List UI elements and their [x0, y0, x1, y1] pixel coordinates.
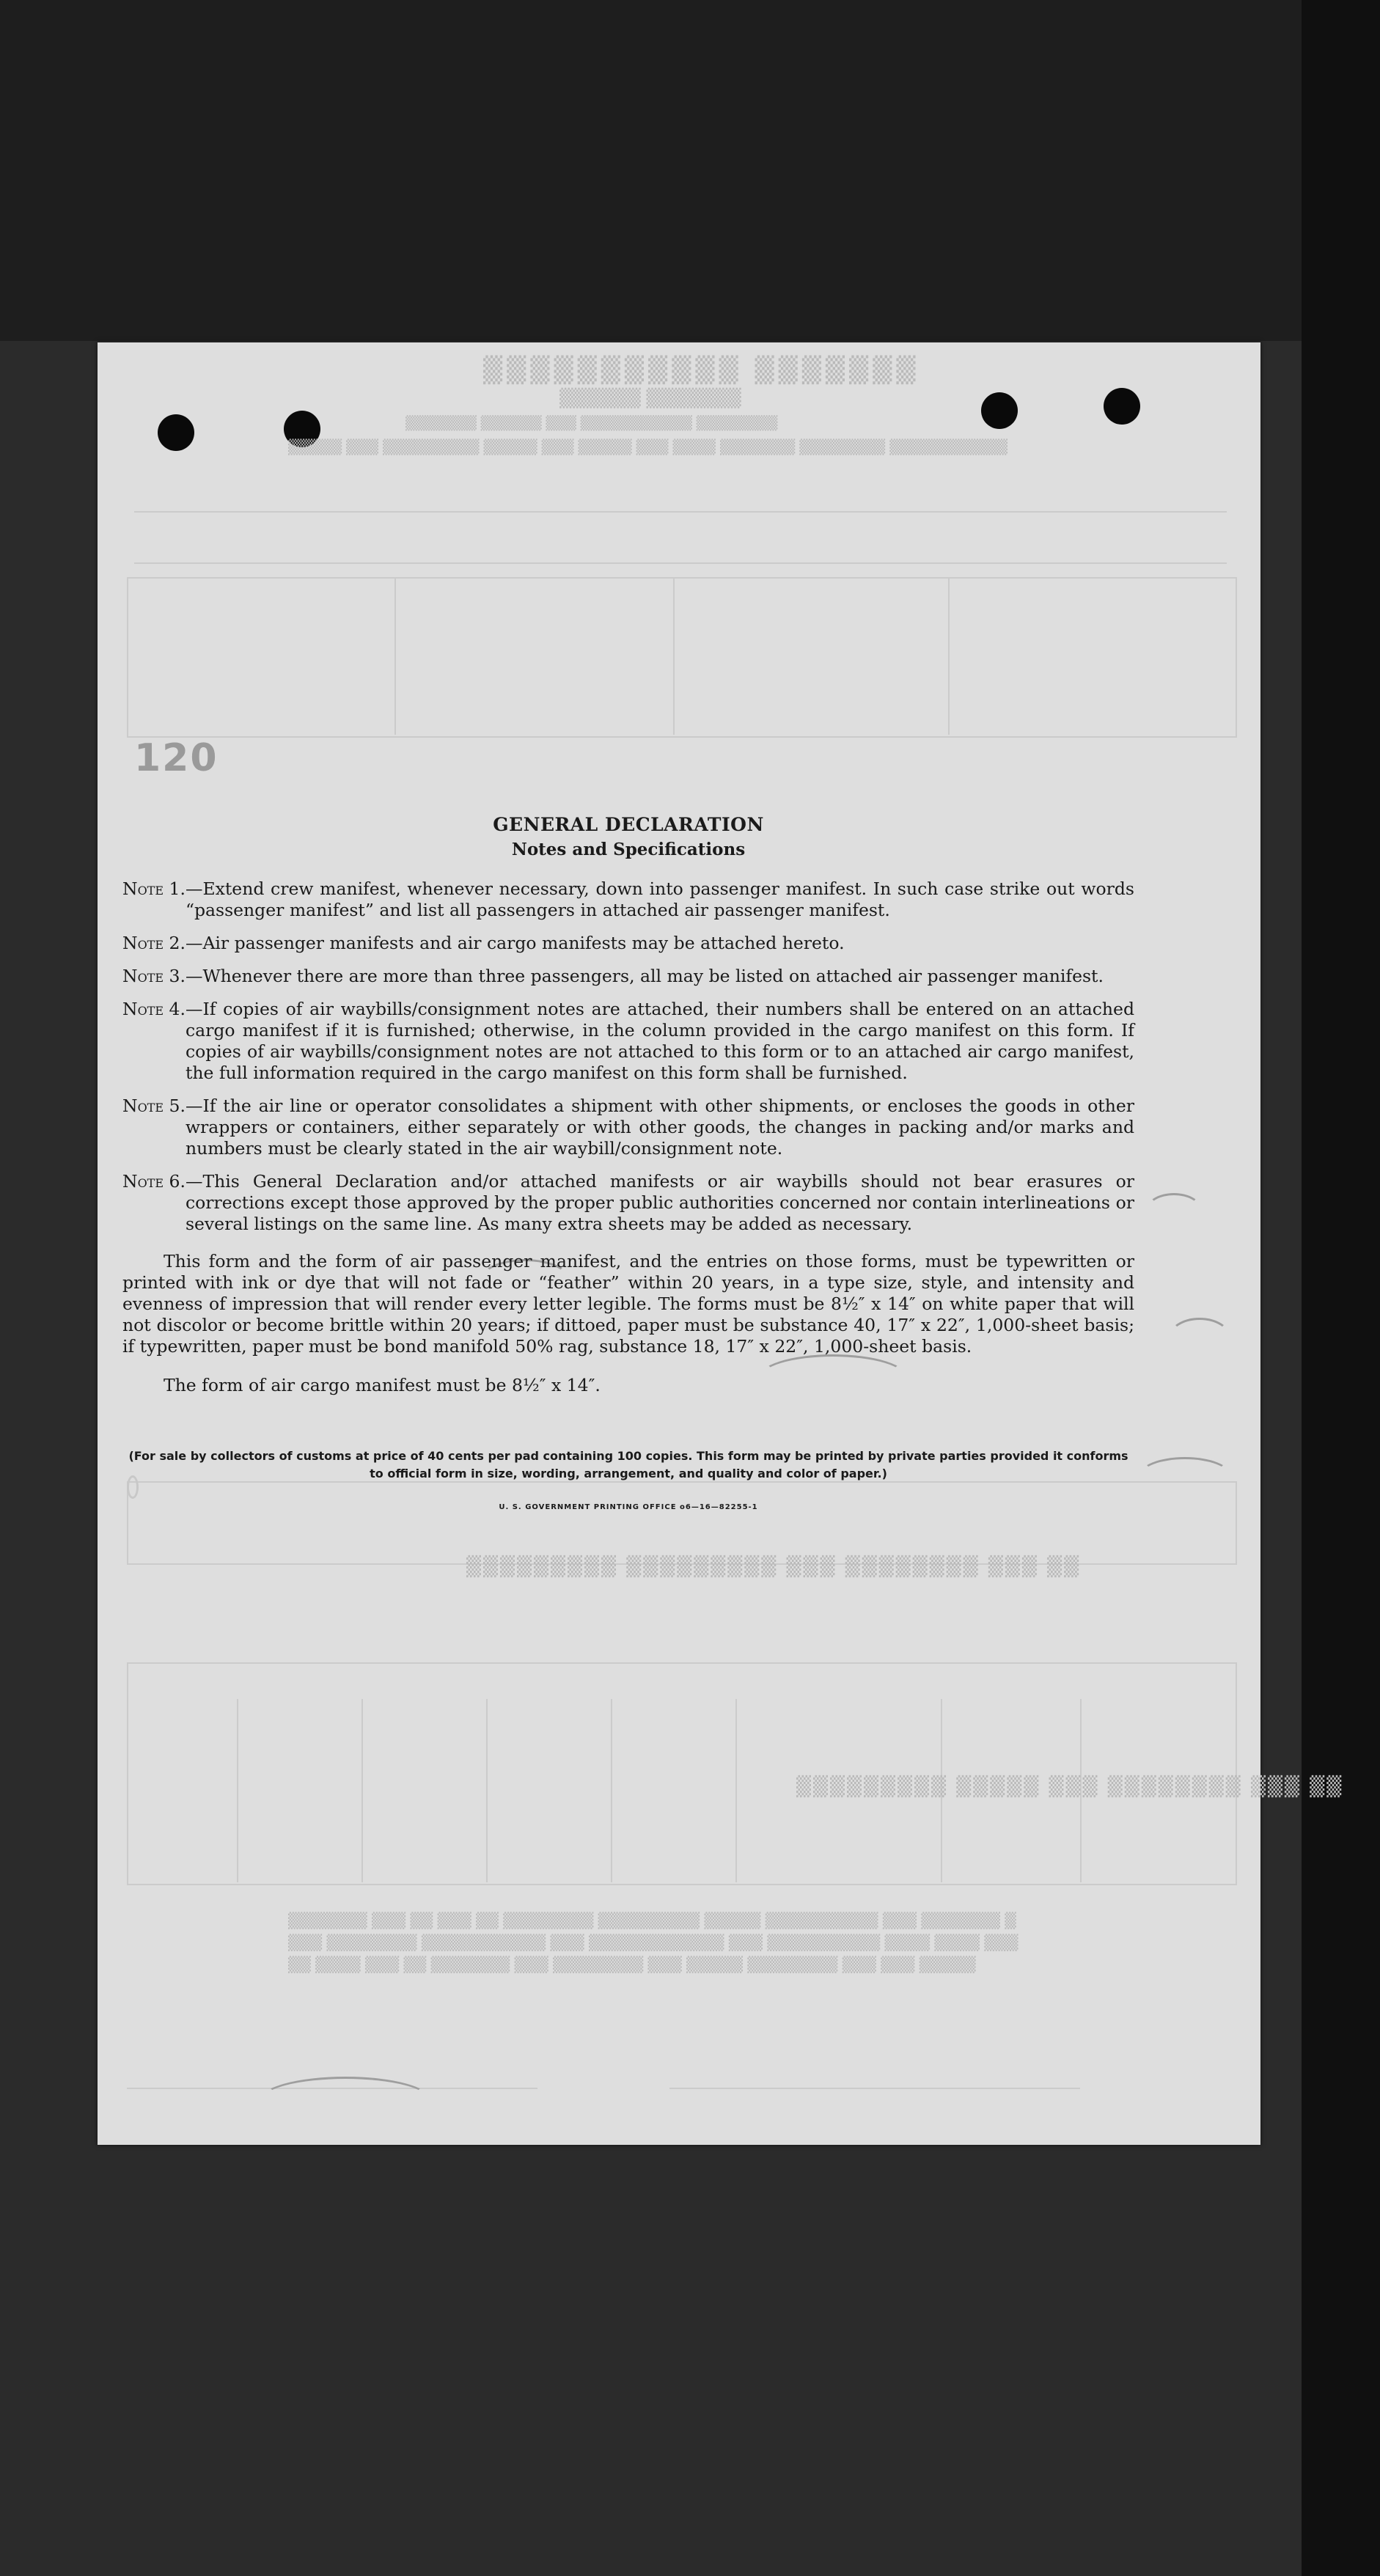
sale-notice: (For sale by collectors of customs at price of 40 cents per pad containing 100 copies. This form may be printed by private parties provided it conforms to official form in size, wording, arrangement, and quality and color of paper.) — [128, 1448, 1128, 1480]
signature-scrawl — [259, 2077, 432, 2125]
show-through-rule — [735, 1699, 737, 1882]
show-through-airline: ▒▒▒▒▒▒▒▒▒▒▒ ▒▒▒▒▒▒▒▒ ▒▒▒▒▒▒▒ ▒▒▒▒ ▒▒▒ ▒▒▒▒▒ ▒▒▒ ▒▒▒▒▒ ▒▒▒▒▒▒▒▒▒ ▒▒▒ ▒▒▒▒▒ — [288, 439, 1008, 455]
show-through-cargo-box — [127, 1662, 1237, 1885]
note-label: Note 1. — [122, 878, 186, 899]
declaration-subtitle: Notes and Specifications — [511, 840, 746, 859]
printing-office-line: U. S. GOVERNMENT PRINTING OFFICE o6—16—82255-1 — [499, 1502, 758, 1511]
form-specification-paragraph: This form and the form of air passenger manifest, and the entries on those forms, must be typewritten or printed with ink or dye that will not fade or “feather” within 20 years, in a type size, style, and intensity and evenness of impression that will render every letter legible. The forms must be 8½″ x 14″ on white paper that will not discolor or become brittle within 20 years; if dittoed, paper must be substance 40, 17″ x 22″, 1,000-sheet basis; if typewritten, paper must be bond manifold 50% rag, substance 18, 17″ x 22″, 1,000-sheet basis. — [122, 1251, 1134, 1357]
declaration-title: GENERAL DECLARATION — [493, 814, 764, 835]
note-label: Note 5. — [122, 1096, 186, 1116]
show-through-declaration: ▒▒▒▒▒ ▒▒▒ ▒▒▒ ▒▒▒▒▒▒▒▒ ▒▒▒▒▒ ▒▒▒ ▒▒▒▒▒▒▒▒ ▒▒▒ ▒▒▒▒▒▒▒ ▒▒ ▒▒▒ ▒▒▒▒ ▒▒ — [288, 1956, 976, 1973]
show-through-passenger-heading: ▒▒ ▒▒▒ ▒▒▒▒▒▒▒▒ ▒▒▒ ▒▒▒▒▒▒▒▒▒ ▒▒▒▒▒▒▒▒▒ — [464, 1556, 1079, 1578]
handwriting-mark — [1139, 1457, 1231, 1494]
show-through-declaration: ▒▒▒ ▒▒▒▒ ▒▒▒▒ ▒▒▒▒▒▒▒▒▒▒ ▒▒▒ ▒▒▒▒▒▒▒▒▒▒▒▒ ▒▒▒ ▒▒▒▒▒▒▒▒▒▒▒ ▒▒▒▒▒▒▒▒ ▒▒▒ — [288, 1934, 1019, 1951]
show-through-line: ▒▒▒▒▒▒▒▒ ▒▒▒▒▒▒▒▒▒▒▒ ▒▒▒ ▒▒▒▒▒▒ ▒▒▒▒▒▒▒ — [405, 416, 778, 431]
show-through-rule — [394, 577, 396, 735]
note-2 — [122, 933, 1134, 954]
punch-hole-1 — [158, 414, 194, 451]
note-text: —If the air line or operator consolidates a shipment with other shipments, or encloses the goods in other wrappers or containers, either separately or with other goods, the changes in packing and/or marks and numbers must be clearly stated in the air waybill/consignment note. — [185, 1096, 1134, 1159]
cargo-manifest-size: The form of air cargo manifest must be 8½″ x 14″. — [164, 1374, 601, 1395]
film-top-margin — [0, 0, 1380, 341]
show-through-rule — [486, 1699, 488, 1882]
show-through-rule — [611, 1699, 612, 1882]
show-through-cargo-heading: ▒▒ ▒▒▒ ▒▒▒▒▒▒▒▒ ▒▒▒ ▒▒▒▒▒ ▒▒▒▒▒▒▒▒▒ — [794, 1776, 1342, 1798]
note-5 — [122, 1096, 1134, 1159]
note-text: —Air passenger manifests and air cargo manifests may be attached hereto. — [185, 933, 845, 953]
punch-hole-4 — [1104, 388, 1140, 425]
punch-hole-3 — [981, 392, 1018, 429]
note-text: —Whenever there are more than three passengers, all may be listed on attached air passenger manifest. — [185, 966, 1104, 986]
note-text: —Extend crew manifest, whenever necessary, down into passenger manifest. In such case strike out words “passenger manifest” and list all passengers in attached air passenger manifest. — [185, 878, 1134, 920]
show-through-rule — [673, 577, 675, 735]
page-number-stamp: 120 — [134, 736, 219, 780]
general-declaration-notes — [122, 814, 1134, 1519]
show-through-rule — [361, 1699, 363, 1882]
show-through-rule — [134, 511, 1227, 513]
note-6 — [122, 1171, 1134, 1235]
note-label: Note 3. — [122, 966, 186, 986]
note-label: Note 2. — [122, 933, 186, 953]
note-text: —This General Declaration and/or attached manifests or air waybills should not bear erasures or corrections except those approved by the proper public authorities concerned nor contain interlineations or several listings on the same line. As many extra sheets may be added as necessary. — [185, 1171, 1134, 1234]
film-edge — [1302, 0, 1380, 2576]
show-through-itinerary-box — [127, 577, 1237, 738]
note-1 — [122, 878, 1134, 921]
show-through-declaration: ▒ ▒▒▒▒▒▒▒ ▒▒▒ ▒▒▒▒▒▒▒▒▒▒ ▒▒▒▒▒ ▒▒▒▒▒▒▒▒▒ ▒▒▒▒▒▒▒▒ ▒▒ ▒▒▒ ▒▒ ▒▒▒ ▒▒▒▒▒▒▒ — [288, 1912, 1016, 1929]
note-label: Note 6. — [122, 1171, 186, 1192]
note-4 — [122, 999, 1134, 1084]
show-through-rule — [134, 562, 1227, 564]
handwriting-mark — [1146, 1193, 1202, 1227]
note-text: —If copies of air waybills/consignment notes are attached, their numbers shall be entered on an attached cargo manifest if it is furnished; otherwise, in the column provided in the cargo manifest on this form. If copies of air waybills/consignment notes are not attached to this form or to an attached air cargo manifest, the full information required in the cargo manifest on this form shall be furnished. — [185, 999, 1134, 1083]
show-through-subheader: ▒▒▒▒▒▒▒ ▒▒▒▒▒▒ — [559, 388, 741, 408]
handwriting-mark — [1168, 1318, 1231, 1359]
show-through-rule — [237, 1699, 238, 1882]
note-3 — [122, 966, 1134, 987]
show-through-signature-line — [669, 2088, 1080, 2089]
show-through-header: ▒▒▒▒▒▒▒ ▒▒▒▒▒▒▒▒▒▒▒ — [479, 356, 916, 385]
show-through-rule — [948, 577, 950, 735]
note-label: Note 4. — [122, 999, 186, 1019]
